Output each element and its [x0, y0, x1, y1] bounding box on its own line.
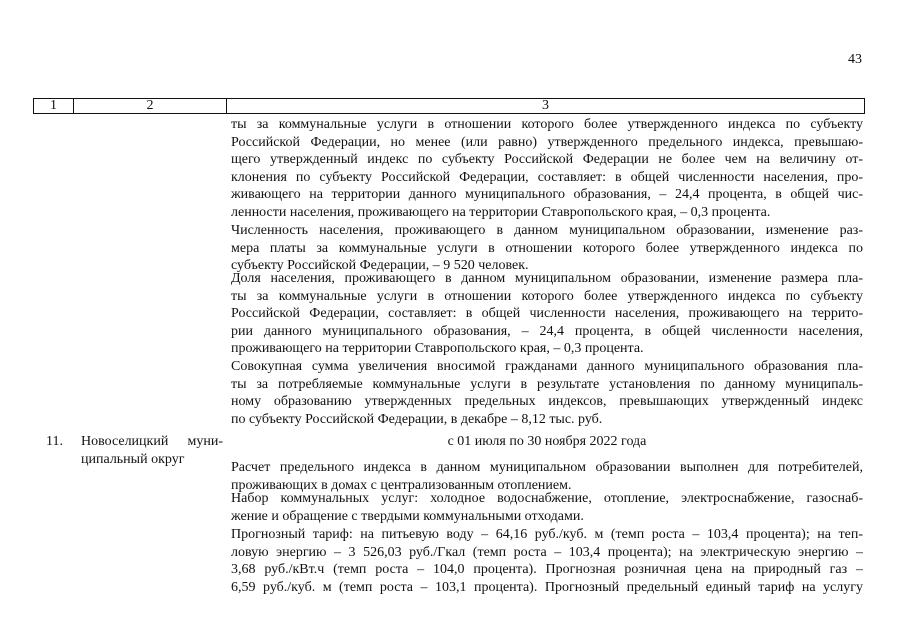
- text-line: Совокупная сумма увеличения вносимой гражданами данного муниципального образования пла-: [231, 359, 863, 374]
- continuation-paragraph-3: [231, 270, 863, 358]
- page-number: 43: [848, 52, 862, 67]
- text-line: рии данного муниципального образования, – 24,4 процента, в общей численности населения,: [231, 323, 863, 339]
- column-header-3: 3: [542, 98, 549, 113]
- text-line: 3,68 руб./кВт.ч (темп роста – 104,0 процента). Прогнозная розничная цена на природный газ –: [231, 562, 863, 578]
- text-line: жение и обращение с твердыми коммунальными отходами.: [231, 508, 584, 524]
- text-line: ты за коммунальные услуги в отношении которого более утвержденного индекса по субъекту: [231, 288, 863, 304]
- row11-paragraph-1: [231, 459, 863, 494]
- text-line: субъекту Российской Федерации, – 9 520 человек.: [231, 258, 529, 274]
- text-line: Российской Федерации, но менее (или равно) утвержденного предельного индекса, превышаю-: [231, 134, 863, 150]
- municipality-name: [81, 433, 223, 468]
- text-line: Прогнозный тариф: на питьевую воду – 64,16 руб./куб. м (темп роста – 103,4 процента); на теп-: [231, 527, 863, 542]
- column-header-1: 1: [34, 99, 74, 113]
- text-line: ловую энергию – 3 526,03 руб./Гкал (темп роста – 103,4 процента); на электрическую энергию –: [231, 544, 863, 560]
- text-line: Набор коммунальных услуг: холодное водоснабжение, отопление, электроснабжение, газоснаб-: [231, 491, 863, 506]
- continuation-paragraph-4: [231, 358, 863, 428]
- table-header-row: [33, 98, 865, 114]
- period-heading: с 01 июля по 30 ноября 2022 года: [447, 434, 647, 449]
- row11-paragraph-2: [231, 490, 863, 525]
- text-line: проживающего на территории Ставропольского края, – 0,3 процента.: [231, 341, 644, 357]
- text-line: Российской Федерации, составляет: в общей численности населения, проживающего на террито-: [231, 306, 863, 322]
- text-line: клонения по субъекту Российской Федерации, составляет: в общей численности населения, про-: [231, 169, 863, 185]
- text-line: ты за коммунальные услуги в отношении которого более утвержденного индекса по субъекту: [231, 117, 863, 132]
- text-line: Численность населения, проживающего в данном муниципальном образовании, изменение раз-: [231, 223, 863, 238]
- text-line: ципальный округ: [81, 451, 185, 467]
- continuation-paragraph-1: [231, 116, 863, 222]
- text-line: мера платы за коммунальные услуги в отношении которого более утвержденного индекса по: [231, 240, 863, 256]
- text-line: 6,59 руб./куб. м (темп роста – 103,1 процента). Прогнозный предельный единый тариф на услугу: [231, 579, 863, 595]
- text-line: ты за потребляемые коммунальные услуги в результате установления по данному муниципаль-: [231, 376, 863, 392]
- text-line: Новоселицкий муни-: [81, 434, 223, 449]
- column-header-2: 2: [74, 99, 227, 113]
- text-line: по субъекту Российской Федерации, в декабре – 8,12 тыс. руб.: [231, 411, 603, 427]
- continuation-paragraph-2: [231, 222, 863, 275]
- text-line: Доля населения, проживающего в данном муниципальном образовании, изменение размера пла-: [231, 271, 863, 286]
- text-line: Расчет предельного индекса в данном муниципальном образовании выполнен для потребителей,: [231, 460, 863, 475]
- text-line: ленности населения, проживающего на территории Ставропольского края, – 0,3 процента.: [231, 204, 771, 220]
- text-line: ному образованию утвержденных предельных индексов, превышающих утвержденный индекс: [231, 394, 863, 410]
- text-line: щего утвержденный индекс по субъекту Российской Федерации не более чем на величину от-: [231, 152, 863, 168]
- text-line: живающего на территории данного муниципального образования, – 24,4 процента, в общей чис-: [231, 187, 863, 203]
- row-number: 11.: [46, 434, 63, 449]
- row11-paragraph-3: [231, 526, 863, 596]
- text-line: проживающих в домах с централизованным отоплением.: [231, 477, 572, 493]
